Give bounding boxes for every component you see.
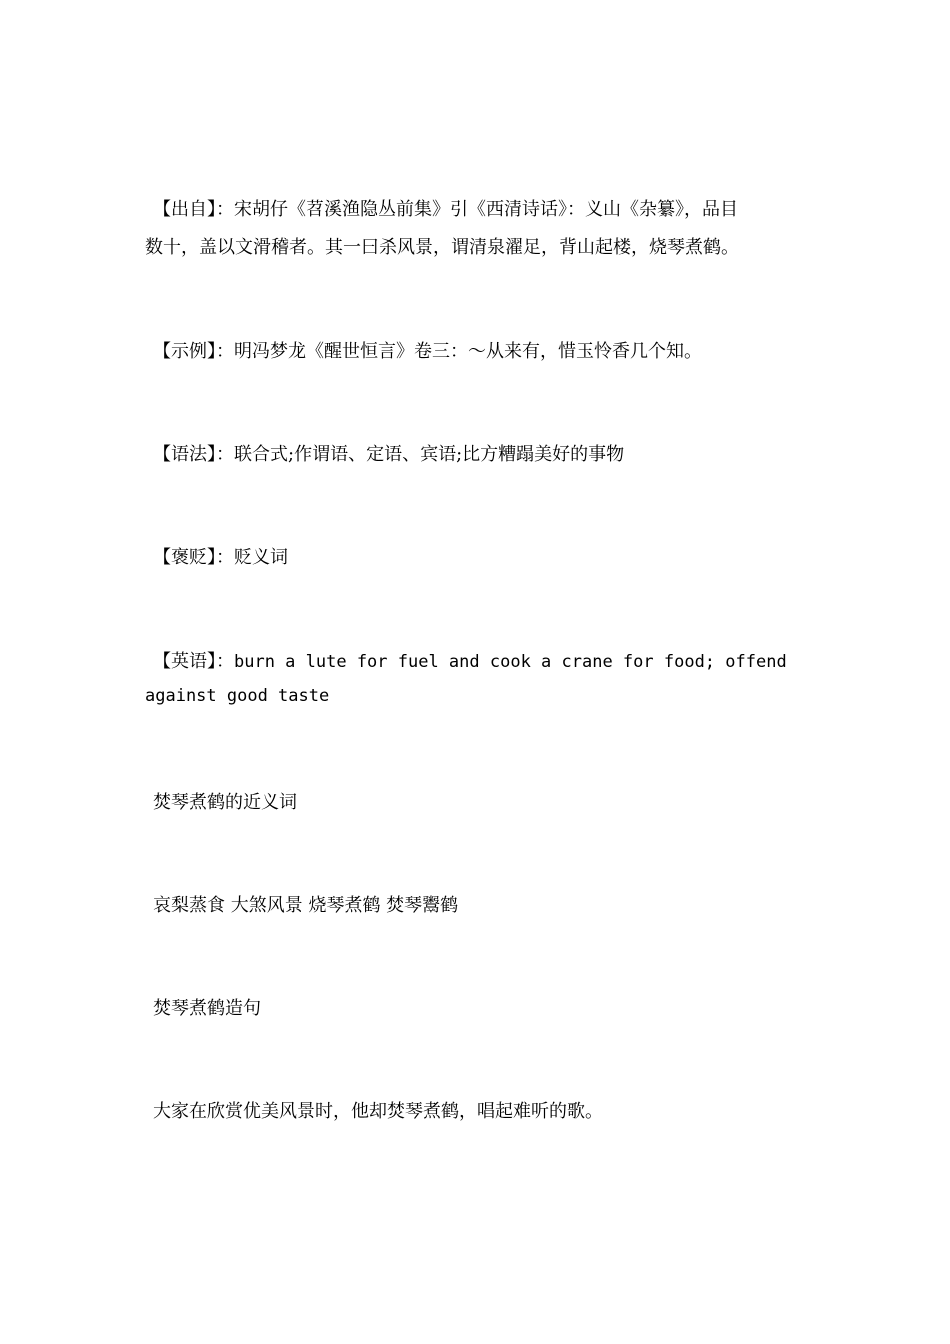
english-line-2: against good taste <box>145 686 330 706</box>
sentence-example: 大家在欣赏优美风景时，他却焚琴煮鹤，唱起难听的歌。 <box>153 1101 603 1122</box>
source-line-2: 数十，盖以文滑稽者。其一曰杀风景，谓清泉濯足，背山起楼，烧琴煮鹤。 <box>145 237 739 258</box>
english-translation-part-1: burn a lute for fuel and cook a crane for food; offend <box>234 652 787 672</box>
synonyms-heading: 焚琴煮鹤的近义词 <box>153 792 297 813</box>
english-label: 【英语】： <box>153 651 234 672</box>
example-line: 【示例】：明冯梦龙《醒世恒言》卷三：～从来有，惜玉怜香几个知。 <box>153 341 702 362</box>
connotation-line: 【褒贬】：贬义词 <box>153 547 288 568</box>
sentences-heading: 焚琴煮鹤造句 <box>153 998 261 1019</box>
grammar-line: 【语法】：联合式;作谓语、定语、宾语;比方糟蹋美好的事物 <box>153 444 625 465</box>
english-line-1 <box>153 647 787 673</box>
synonyms-list: 哀梨蒸食 大煞风景 烧琴煮鹤 焚琴鬻鹤 <box>153 895 459 916</box>
source-line-1: 【出自】：宋胡仔《苕溪渔隐丛前集》引《西清诗话》：义山《杂纂》，品目 <box>153 199 738 220</box>
